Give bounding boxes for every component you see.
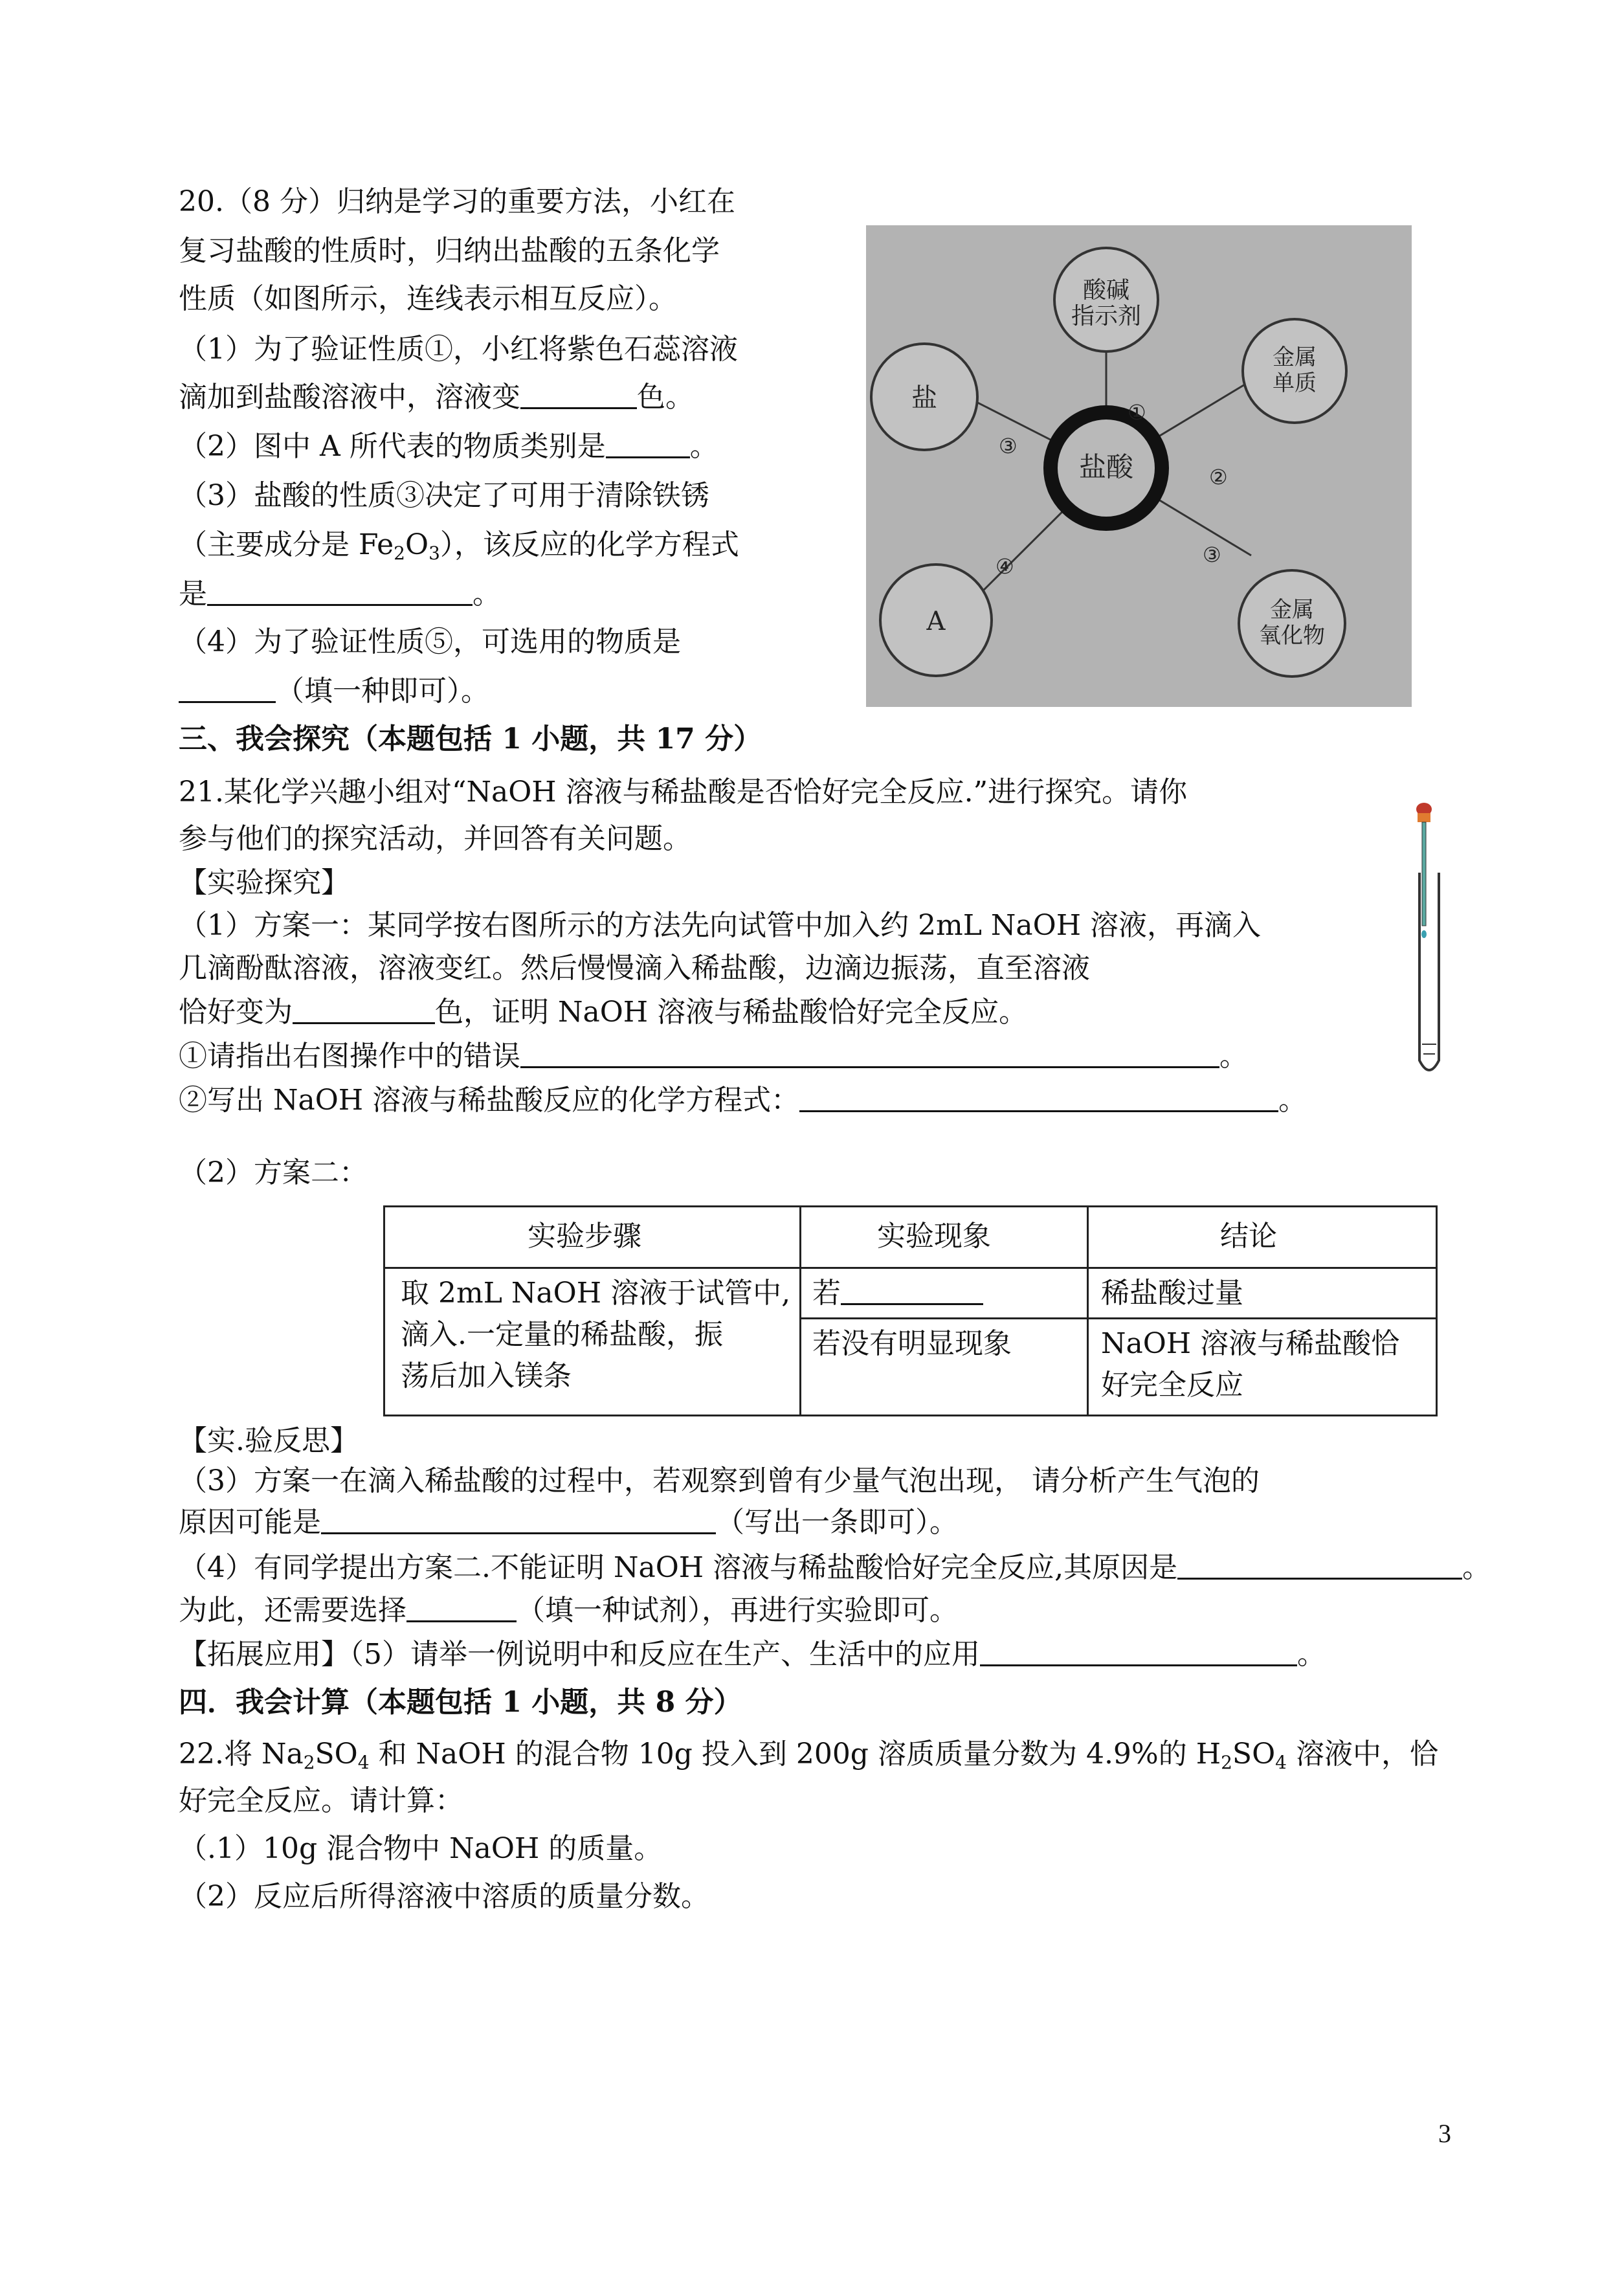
label-3: ③: [1203, 542, 1221, 567]
answer-blank[interactable]: [179, 673, 276, 703]
plan-1-line-4: [179, 1037, 1248, 1076]
answer-blank[interactable]: [321, 1504, 716, 1534]
q20-part-2-end: 。: [689, 430, 718, 463]
answer-blank[interactable]: [293, 994, 435, 1024]
answer-blank[interactable]: [799, 1082, 1278, 1112]
plan-1-text-a: 恰好变为: [179, 996, 293, 1029]
table-header-steps: 实验步骤: [528, 1220, 641, 1253]
plan-1-error-prompt: ①请指出右图操作中的错误: [179, 1040, 520, 1073]
plan-1-equation-prompt: ②写出 NaOH 溶液与稀盐酸反应的化学方程式：: [179, 1084, 800, 1117]
label-2: ②: [1209, 465, 1228, 489]
q22-part-2: （2）反应后所得溶液中溶质的质量分数。: [179, 1880, 709, 1913]
observation-1: [812, 1273, 983, 1314]
subscript: 4: [357, 1752, 370, 1773]
subscript: 4: [1275, 1752, 1287, 1773]
q20-part-3-text: （主要成分是 Fe: [179, 528, 394, 561]
oxide-label-1: 金属: [1270, 597, 1314, 623]
q20-part-3: （3）盐酸的性质③决定了可用于清除铁锈: [179, 479, 709, 512]
period: 。: [1297, 1638, 1326, 1671]
q21-line-1: 21.某化学兴趣小组对“NaOH 溶液与稀盐酸是否恰好完全反应.”进行探究。请你: [179, 776, 1188, 809]
subscript: 2: [1221, 1752, 1232, 1773]
q20-part-1: （1）为了验证性质①，小红将紫色石蕊溶液: [179, 333, 738, 366]
part-4-text-c: 为此，还需要选择: [179, 1594, 406, 1627]
conclusion-1: 稀盐酸过量: [1101, 1277, 1243, 1310]
q20-part-4-cont: [179, 672, 489, 711]
subscript: 2: [394, 542, 405, 564]
part-4-text-d: （填一种试剂），再进行实验即可。: [517, 1594, 958, 1627]
conclusion-2-line-1: NaOH 溶液与稀盐酸恰: [1101, 1327, 1400, 1360]
section-3-heading: 三、我会探究（本题包括 1 小题，共 17 分）: [179, 722, 762, 755]
q20-part-3-cont: [179, 526, 739, 573]
q22-text: 溶液中，恰: [1286, 1738, 1438, 1771]
q20-line-1: 20.（8 分）归纳是学习的重要方法，小红在: [179, 185, 735, 218]
experiment-heading: 【实验探究】: [179, 866, 350, 899]
q22-text: SO: [315, 1738, 358, 1771]
period: 。: [1278, 1084, 1307, 1117]
q21-line-2: 参与他们的探究活动，并回答有关问题。: [179, 822, 691, 855]
subscript: 3: [428, 542, 440, 564]
observation-2: 若没有明显现象: [812, 1327, 1012, 1360]
table-divider: [1087, 1207, 1089, 1415]
plan-1-line-5: [179, 1081, 1307, 1120]
table-header-observation: 实验现象: [877, 1220, 991, 1253]
dropper-test-tube-figure: [1395, 801, 1466, 1086]
q20-part-1-text: 滴加到盐酸溶液中，溶液变: [179, 381, 520, 414]
formula-text: O: [405, 528, 429, 561]
q20-part-2-text: （2）图中 A 所代表的物质类别是: [179, 430, 606, 463]
part-3-line-1: （3）方案一在滴入稀盐酸的过程中，若观察到曾有少量气泡出现， 请分析产生气泡的: [179, 1464, 1260, 1497]
answer-blank[interactable]: [207, 576, 473, 606]
indicator-label-2: 指示剂: [1071, 303, 1142, 330]
q22-line-1: [179, 1735, 1438, 1782]
step-line-3: 荡后加入镁条: [401, 1359, 572, 1393]
q22-text: SO: [1232, 1738, 1276, 1771]
label-4: ④: [996, 554, 1014, 579]
q20-part-3-text-3: 是: [179, 577, 207, 610]
label-1: ①: [1128, 400, 1146, 425]
q22-text: 22.将 Na: [179, 1738, 304, 1771]
part-5-text: 【拓展应用】（5）请举一例说明中和反应在生产、生活中的应用: [179, 1638, 980, 1671]
diagram-svg: [866, 225, 1412, 707]
table-divider: [385, 1267, 1436, 1269]
part-3-line-2: [179, 1503, 958, 1542]
plan-1-line-2: 几滴酚酞溶液，溶液变红。然后慢慢滴入稀盐酸，边滴边振荡，直至溶液: [179, 952, 1090, 985]
plan-1-line-1: （1）方案一：某同学按右图所示的方法先向试管中加入约 2mL NaOH 溶液，再滴入: [179, 909, 1262, 942]
label-5: ③: [999, 434, 1018, 458]
plan-1-line-3: [179, 993, 1027, 1032]
table-divider: [799, 1207, 801, 1415]
part-4-line-2: [179, 1591, 958, 1630]
observation-1-text: 若: [812, 1277, 841, 1310]
answer-blank[interactable]: [1177, 1549, 1462, 1580]
center-label: 盐酸: [1078, 451, 1134, 483]
part-4-line-1: [179, 1549, 1491, 1587]
metal-label-2: 单质: [1273, 370, 1317, 396]
table-divider: [799, 1317, 1436, 1319]
conclusion-2-line-2: 好完全反应: [1101, 1369, 1243, 1402]
answer-blank[interactable]: [606, 428, 690, 458]
salt-label: 盐: [911, 383, 937, 413]
answer-blank[interactable]: [980, 1636, 1297, 1666]
page-number: 3: [1438, 2119, 1451, 2148]
a-label: A: [926, 607, 946, 636]
reflection-heading: 【实.验反思】: [179, 1424, 359, 1457]
q22-part-1: （.1）10g 混合物中 NaOH 的质量。: [179, 1832, 663, 1865]
q20-part-3-end: [179, 575, 501, 614]
q20-line-2: 复习盐酸的性质时，归纳出盐酸的五条化学: [179, 234, 720, 267]
q22-line-2: 好完全反应。请计算：: [179, 1784, 463, 1817]
q20-part-3-period: 。: [473, 577, 501, 610]
q20-part-2: [179, 427, 718, 466]
answer-blank[interactable]: [406, 1592, 517, 1622]
plan-1-text-b: 色，证明 NaOH 溶液与稀盐酸恰好完全反应。: [435, 996, 1028, 1029]
q22-text: 和 NaOH 的混合物 10g 投入到 200g 溶质质量分数为 4.9%的 H: [369, 1738, 1221, 1771]
part-3-text-a: 原因可能是: [179, 1506, 321, 1539]
q20-part-1-cont: [179, 378, 694, 417]
period: 。: [1219, 1040, 1248, 1073]
answer-blank[interactable]: [841, 1275, 983, 1305]
section-4-heading: 四．我会计算（本题包括 1 小题，共 8 分）: [179, 1686, 742, 1719]
q20-part-3-text-2: ），该反应的化学方程式: [439, 528, 739, 561]
answer-blank[interactable]: [520, 379, 637, 409]
indicator-label-1: 酸碱: [1082, 277, 1130, 304]
plan-2-label: （2）方案二：: [179, 1156, 368, 1189]
part-4-text-a: （4）有同学提出方案二.不能证明 NaOH 溶液与稀盐酸恰好完全反应,其原因是: [179, 1551, 1178, 1584]
q20-line-3: 性质（如图所示，连线表示相互反应）。: [179, 282, 677, 315]
period: 。: [1462, 1551, 1491, 1584]
subscript: 2: [303, 1752, 315, 1773]
part-5-line: [179, 1635, 1326, 1674]
part-3-text-b: （写出一条即可）。: [716, 1506, 958, 1539]
metal-label-1: 金属: [1273, 344, 1317, 370]
oxide-label-2: 氧化物: [1259, 623, 1325, 649]
answer-blank[interactable]: [520, 1038, 1219, 1068]
q20-part-4: （4）为了验证性质⑤，可选用的物质是: [179, 625, 681, 658]
table-header-conclusion: 结论: [1220, 1220, 1277, 1253]
q20-part-4-text: （填一种即可）。: [276, 675, 489, 708]
plan-2-table: [383, 1205, 1438, 1416]
hcl-properties-diagram: [866, 225, 1412, 707]
step-line-2: 滴入.一定量的稀盐酸，振: [401, 1318, 723, 1351]
step-line-1: 取 2mL NaOH 溶液于试管中,: [401, 1277, 791, 1310]
q20-part-1-end: 色。: [637, 381, 694, 414]
